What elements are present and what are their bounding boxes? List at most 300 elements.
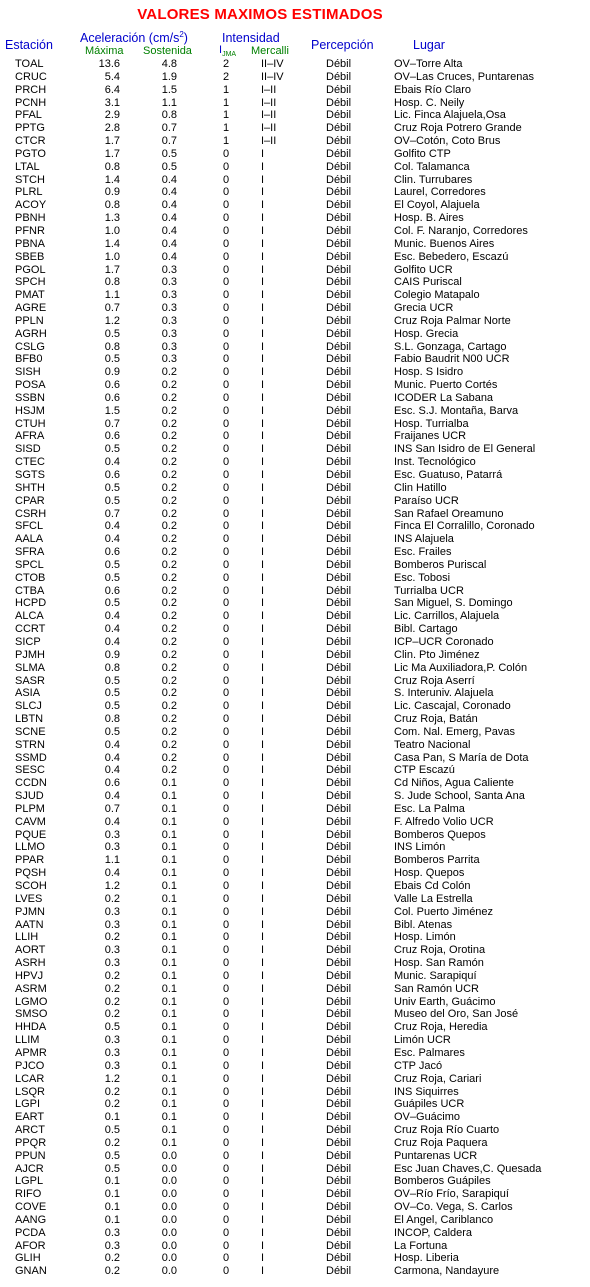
sustained-acceleration: 0.3: [161, 276, 177, 289]
station-code: PPQR: [15, 1136, 47, 1149]
jma-intensity: 1: [222, 83, 230, 96]
table-row: [0, 418, 590, 431]
station-code: AFOR: [15, 1239, 46, 1252]
table-row: [0, 970, 590, 983]
station-code: SICP: [15, 635, 41, 648]
location: Puntarenas UCR: [394, 1149, 478, 1162]
station-code: LCAR: [15, 1072, 45, 1085]
jma-intensity: 0: [222, 995, 230, 1008]
location: Bibl. Cartago: [394, 623, 458, 636]
location: Cruz Roja Aserrí: [394, 674, 475, 687]
location: Carmona, Nandayure: [394, 1265, 500, 1278]
station-code: CTBA: [15, 584, 45, 597]
table-row: [0, 944, 590, 957]
jma-intensity: 0: [222, 687, 230, 700]
location: Hosp. C. Neily: [394, 96, 465, 109]
table-row: [0, 572, 590, 585]
perception: Débil: [326, 1008, 352, 1021]
mercalli-intensity: I: [261, 212, 265, 225]
location: Cruz Roja, Cariari: [394, 1072, 482, 1085]
mercalli-intensity: I: [261, 160, 265, 173]
sustained-acceleration: 0.3: [161, 263, 177, 276]
mercalli-intensity: I: [261, 237, 265, 250]
station-code: AORT: [15, 944, 46, 957]
table-row: [0, 623, 590, 636]
perception: Débil: [326, 648, 352, 661]
max-acceleration: 0.5: [104, 571, 120, 584]
mercalli-intensity: I: [261, 764, 265, 777]
sustained-acceleration: 0.1: [161, 892, 177, 905]
perception: Débil: [326, 1239, 352, 1252]
table-row: [0, 662, 590, 675]
station-code: SFCL: [15, 520, 44, 533]
jma-intensity: 0: [222, 854, 230, 867]
station-code: LVES: [15, 892, 43, 905]
table-row: [0, 880, 590, 893]
station-code: SCOH: [15, 880, 47, 892]
sustained-acceleration: 0.2: [161, 610, 177, 623]
perception: Débil: [326, 379, 352, 392]
station-code: COVE: [15, 1201, 47, 1214]
sustained-acceleration: 0.0: [161, 1162, 177, 1175]
location: Cruz Roja Potrero Grande: [394, 122, 522, 135]
location: San Miguel, S. Domingo: [394, 597, 513, 610]
perception: Débil: [326, 635, 352, 648]
station-code: HCPD: [15, 597, 47, 610]
mercalli-intensity: I: [261, 147, 265, 160]
perception: Débil: [326, 1265, 352, 1278]
table-row: [0, 495, 590, 508]
location: Bomberos Quepos: [394, 828, 486, 841]
sustained-acceleration: 0.2: [161, 597, 177, 610]
sustained-acceleration: 0.2: [161, 533, 177, 546]
mercalli-intensity: I: [261, 199, 265, 212]
sustained-acceleration: 0.1: [161, 1072, 177, 1085]
sustained-acceleration: 0.5: [161, 160, 177, 173]
mercalli-intensity: I: [261, 1021, 265, 1034]
perception: Débil: [326, 289, 352, 302]
table-row: [0, 186, 590, 199]
max-acceleration: 0.5: [104, 1162, 120, 1175]
table-row: [0, 764, 590, 777]
jma-intensity: 0: [222, 969, 230, 982]
mercalli-intensity: I: [261, 353, 265, 366]
table-row: [0, 854, 590, 867]
table-row: [0, 739, 590, 752]
max-acceleration: 1.2: [104, 314, 120, 327]
mercalli-intensity: I–II: [261, 83, 277, 96]
header-percepcion: Percepción: [311, 38, 374, 52]
jma-intensity: 0: [222, 302, 230, 315]
location: Laurel, Corredores: [394, 186, 486, 199]
max-acceleration: 0.3: [104, 841, 120, 854]
table-row: [0, 1252, 590, 1265]
location: Guápiles UCR: [394, 1098, 465, 1111]
station-code: PFAL: [15, 109, 42, 122]
perception: Débil: [326, 96, 352, 109]
table-row: [0, 302, 590, 315]
table-row: [0, 777, 590, 790]
station-code: GNAN: [15, 1265, 47, 1278]
jma-intensity: 0: [222, 456, 230, 469]
sustained-acceleration: 0.0: [161, 1201, 177, 1214]
station-code: SFRA: [15, 546, 45, 559]
max-acceleration: 0.4: [104, 520, 120, 533]
table-row: [0, 58, 590, 71]
header-lugar: Lugar: [413, 38, 445, 52]
station-code: PCNH: [15, 96, 47, 109]
max-acceleration: 0.2: [104, 1265, 120, 1278]
location: Colegio Matapalo: [394, 289, 480, 302]
max-acceleration: 0.3: [104, 828, 120, 841]
sustained-acceleration: 0.2: [161, 456, 177, 469]
mercalli-intensity: I: [261, 533, 265, 546]
mercalli-intensity: II–IV: [261, 70, 284, 83]
station-code: CTOB: [15, 571, 46, 584]
perception: Débil: [326, 802, 352, 815]
mercalli-intensity: I: [261, 713, 265, 726]
perception: Débil: [326, 263, 352, 276]
sustained-acceleration: 0.1: [161, 982, 177, 995]
max-acceleration: 0.4: [104, 751, 120, 764]
max-acceleration: 0.7: [104, 507, 120, 520]
mercalli-intensity: II–IV: [261, 58, 284, 70]
max-acceleration: 0.1: [104, 1111, 120, 1124]
jma-intensity: 0: [222, 892, 230, 905]
perception: Débil: [326, 1021, 352, 1034]
station-code: PLPM: [15, 802, 45, 815]
perception: Débil: [326, 1201, 352, 1214]
mercalli-intensity: I: [261, 1059, 265, 1072]
table-row: [0, 829, 590, 842]
station-code: PRCH: [15, 83, 47, 96]
station-code: PBNH: [15, 212, 46, 225]
sustained-acceleration: 0.4: [161, 199, 177, 212]
max-acceleration: 0.4: [104, 610, 120, 623]
table-row: [0, 443, 590, 456]
jma-intensity: 0: [222, 584, 230, 597]
max-acceleration: 0.5: [104, 327, 120, 340]
max-acceleration: 1.7: [104, 135, 120, 148]
jma-intensity: 0: [222, 558, 230, 571]
mercalli-intensity: I: [261, 584, 265, 597]
location: S.L. Gonzaga, Cartago: [394, 340, 507, 353]
table-row: [0, 983, 590, 996]
max-acceleration: 0.2: [104, 1008, 120, 1021]
location: Inst. Tecnológico: [394, 456, 476, 469]
table-row: [0, 610, 590, 623]
location: Lic. Carrillos, Alajuela: [394, 610, 500, 623]
jma-intensity: 0: [222, 276, 230, 289]
location: Finca El Corralillo, Coronado: [394, 520, 535, 533]
page-title: VALORES MAXIMOS ESTIMADOS: [137, 6, 383, 23]
perception: Débil: [326, 212, 352, 225]
sustained-acceleration: 0.2: [161, 366, 177, 379]
sustained-acceleration: 0.8: [161, 109, 177, 122]
mercalli-intensity: I: [261, 404, 265, 417]
perception: Débil: [326, 880, 352, 892]
sustained-acceleration: 0.1: [161, 880, 177, 892]
station-code: LSQR: [15, 1085, 45, 1098]
mercalli-intensity: I: [261, 995, 265, 1008]
station-code: SSBN: [15, 391, 45, 404]
sustained-acceleration: 0.0: [161, 1213, 177, 1226]
station-code: BFB0: [15, 353, 43, 366]
max-acceleration: 0.3: [104, 1046, 120, 1059]
station-code: AALA: [15, 533, 44, 546]
mercalli-intensity: I: [261, 546, 265, 559]
location: El Angel, Cariblanco: [394, 1213, 494, 1226]
location: Valle La Estrella: [394, 892, 473, 905]
perception: Débil: [326, 1046, 352, 1059]
jma-intensity: 0: [222, 430, 230, 443]
jma-intensity: 0: [222, 199, 230, 212]
mercalli-intensity: I: [261, 944, 265, 957]
max-acceleration: 5.4: [104, 70, 120, 83]
header-aceleracion: [80, 31, 188, 45]
mercalli-intensity: I: [261, 982, 265, 995]
jma-intensity: 0: [222, 1201, 230, 1214]
location: Bibl. Atenas: [394, 918, 453, 931]
station-code: SISH: [15, 366, 41, 379]
station-code: LLIM: [15, 1034, 40, 1047]
sustained-acceleration: 0.5: [161, 147, 177, 160]
table-row: [0, 957, 590, 970]
sustained-acceleration: 0.1: [161, 1008, 177, 1021]
mercalli-intensity: I: [261, 892, 265, 905]
sustained-acceleration: 0.2: [161, 661, 177, 674]
jma-intensity: 0: [222, 777, 230, 790]
header-aceleracion-exponent: 2: [179, 29, 184, 39]
mercalli-intensity: I: [261, 224, 265, 237]
table-row: [0, 1047, 590, 1060]
sustained-acceleration: 0.3: [161, 353, 177, 366]
jma-intensity: 0: [222, 713, 230, 726]
max-acceleration: 0.4: [104, 738, 120, 751]
perception: Débil: [326, 276, 352, 289]
mercalli-intensity: I: [261, 1098, 265, 1111]
location: Limón UCR: [394, 1034, 451, 1047]
jma-intensity: 0: [222, 1136, 230, 1149]
jma-intensity: 0: [222, 481, 230, 494]
perception: Débil: [326, 135, 352, 148]
table-row: [0, 482, 590, 495]
max-acceleration: 0.9: [104, 186, 120, 199]
location: Cruz Roja Palmar Norte: [394, 314, 511, 327]
location: Paraíso UCR: [394, 494, 459, 507]
max-acceleration: 0.4: [104, 533, 120, 546]
max-acceleration: 1.0: [104, 250, 120, 263]
sustained-acceleration: 0.2: [161, 725, 177, 738]
table-row: [0, 1227, 590, 1240]
table-row: [0, 1188, 590, 1201]
max-acceleration: 0.1: [104, 1188, 120, 1201]
location: Cruz Roja Paquera: [394, 1136, 488, 1149]
max-acceleration: 0.8: [104, 340, 120, 353]
jma-intensity: 0: [222, 1072, 230, 1085]
jma-intensity: 0: [222, 1008, 230, 1021]
sustained-acceleration: 0.4: [161, 237, 177, 250]
table-row: [0, 726, 590, 739]
sustained-acceleration: 0.1: [161, 1136, 177, 1149]
table-row: [0, 122, 590, 135]
mercalli-intensity: I: [261, 969, 265, 982]
sustained-acceleration: 0.1: [161, 815, 177, 828]
mercalli-intensity: I: [261, 276, 265, 289]
perception: Débil: [326, 443, 352, 456]
location: Clin. Turrubares: [394, 173, 473, 186]
station-code: ASRH: [15, 957, 46, 970]
jma-intensity: 0: [222, 404, 230, 417]
table-row: [0, 392, 590, 405]
header-estacion: Estación: [5, 38, 53, 52]
sustained-acceleration: 0.2: [161, 469, 177, 481]
stations-table: [0, 58, 590, 1278]
max-acceleration: 0.1: [104, 1213, 120, 1226]
perception: Débil: [326, 456, 352, 469]
sustained-acceleration: 1.1: [161, 96, 177, 109]
max-acceleration: 0.5: [104, 700, 120, 713]
mercalli-intensity: I: [261, 802, 265, 815]
station-code: SPCH: [15, 276, 46, 289]
max-acceleration: 0.8: [104, 661, 120, 674]
perception: Débil: [326, 571, 352, 584]
table-row: [0, 109, 590, 122]
location: Fraijanes UCR: [394, 430, 467, 443]
mercalli-intensity: I: [261, 571, 265, 584]
station-code: AANG: [15, 1213, 47, 1226]
perception: Débil: [326, 70, 352, 83]
mercalli-intensity: I: [261, 1149, 265, 1162]
perception: Débil: [326, 1213, 352, 1226]
table-row: [0, 867, 590, 880]
location: F. Alfredo Volio UCR: [394, 815, 494, 828]
max-acceleration: 0.5: [104, 1124, 120, 1137]
station-code: PJCO: [15, 1059, 45, 1072]
jma-intensity: 0: [222, 1239, 230, 1252]
location: El Coyol, Alajuela: [394, 199, 480, 212]
jma-intensity: 0: [222, 546, 230, 559]
table-row: [0, 931, 590, 944]
location: Hosp. San Ramón: [394, 957, 484, 970]
jma-intensity: 0: [222, 469, 230, 481]
sustained-acceleration: 0.1: [161, 841, 177, 854]
perception: Débil: [326, 173, 352, 186]
table-row: [0, 315, 590, 328]
sustained-acceleration: 0.2: [161, 700, 177, 713]
mercalli-intensity: I: [261, 661, 265, 674]
mercalli-intensity: I: [261, 867, 265, 880]
max-acceleration: 13.6: [98, 58, 120, 70]
max-acceleration: 0.3: [104, 918, 120, 931]
perception: Débil: [326, 340, 352, 353]
max-acceleration: 1.4: [104, 173, 120, 186]
location: INCOP, Caldera: [394, 1226, 473, 1239]
mercalli-intensity: I: [261, 289, 265, 302]
max-acceleration: 0.2: [104, 931, 120, 944]
location: INS San Isidro de El General: [394, 443, 536, 456]
table-row: [0, 1214, 590, 1227]
jma-intensity: 0: [222, 314, 230, 327]
jma-intensity: 0: [222, 353, 230, 366]
jma-intensity: 0: [222, 391, 230, 404]
max-acceleration: 0.2: [104, 1098, 120, 1111]
jma-intensity: 0: [222, 635, 230, 648]
location: INS Alajuela: [394, 533, 454, 546]
table-row: [0, 366, 590, 379]
max-acceleration: 0.5: [104, 558, 120, 571]
max-acceleration: 1.5: [104, 404, 120, 417]
table-row: [0, 289, 590, 302]
jma-intensity: 0: [222, 417, 230, 430]
station-code: SLMA: [15, 661, 45, 674]
location: Cruz Roja, Batán: [394, 713, 478, 726]
table-row: [0, 919, 590, 932]
jma-intensity: 0: [222, 867, 230, 880]
station-code: SBEB: [15, 250, 45, 263]
perception: Débil: [326, 1136, 352, 1149]
table-row: [0, 353, 590, 366]
location: Univ Earth, Guácimo: [394, 995, 496, 1008]
jma-intensity: 0: [222, 224, 230, 237]
perception: Débil: [326, 944, 352, 957]
mercalli-intensity: I: [261, 674, 265, 687]
jma-intensity: 0: [222, 237, 230, 250]
sustained-acceleration: 0.2: [161, 546, 177, 559]
max-acceleration: 0.2: [104, 1136, 120, 1149]
max-acceleration: 0.7: [104, 417, 120, 430]
sustained-acceleration: 0.2: [161, 635, 177, 648]
sustained-acceleration: 0.2: [161, 430, 177, 443]
location: Esc. Bebedero, Escazú: [394, 250, 509, 263]
sustained-acceleration: 0.2: [161, 764, 177, 777]
table-row: [0, 1137, 590, 1150]
table-row: [0, 841, 590, 854]
table-row: [0, 328, 590, 341]
max-acceleration: 0.4: [104, 790, 120, 803]
location: Bomberos Guápiles: [394, 1175, 491, 1188]
jma-intensity: 0: [222, 443, 230, 456]
mercalli-intensity: I: [261, 302, 265, 315]
sustained-acceleration: 0.1: [161, 931, 177, 944]
perception: Débil: [326, 725, 352, 738]
max-acceleration: 0.6: [104, 777, 120, 790]
perception: Débil: [326, 533, 352, 546]
perception: Débil: [326, 905, 352, 918]
jma-intensity: 0: [222, 597, 230, 610]
sustained-acceleration: 0.1: [161, 802, 177, 815]
location: Clin. Pto Jiménez: [394, 648, 480, 661]
sustained-acceleration: 1.9: [161, 70, 177, 83]
mercalli-intensity: I: [261, 481, 265, 494]
perception: Débil: [326, 391, 352, 404]
max-acceleration: 0.5: [104, 1021, 120, 1034]
sustained-acceleration: 0.1: [161, 1034, 177, 1047]
max-acceleration: 1.1: [104, 289, 120, 302]
location: Esc Juan Chaves,C. Quesada: [394, 1162, 542, 1175]
location: Esc. Palmares: [394, 1046, 465, 1059]
table-row: [0, 84, 590, 97]
station-code: CRUC: [15, 70, 47, 83]
max-acceleration: 0.5: [104, 494, 120, 507]
max-acceleration: 1.4: [104, 237, 120, 250]
jma-intensity: 0: [222, 1111, 230, 1124]
max-acceleration: 0.1: [104, 1201, 120, 1214]
jma-intensity: 0: [222, 751, 230, 764]
perception: Débil: [326, 918, 352, 931]
location: Col. Puerto Jiménez: [394, 905, 494, 918]
location: INS Limón: [394, 841, 446, 854]
